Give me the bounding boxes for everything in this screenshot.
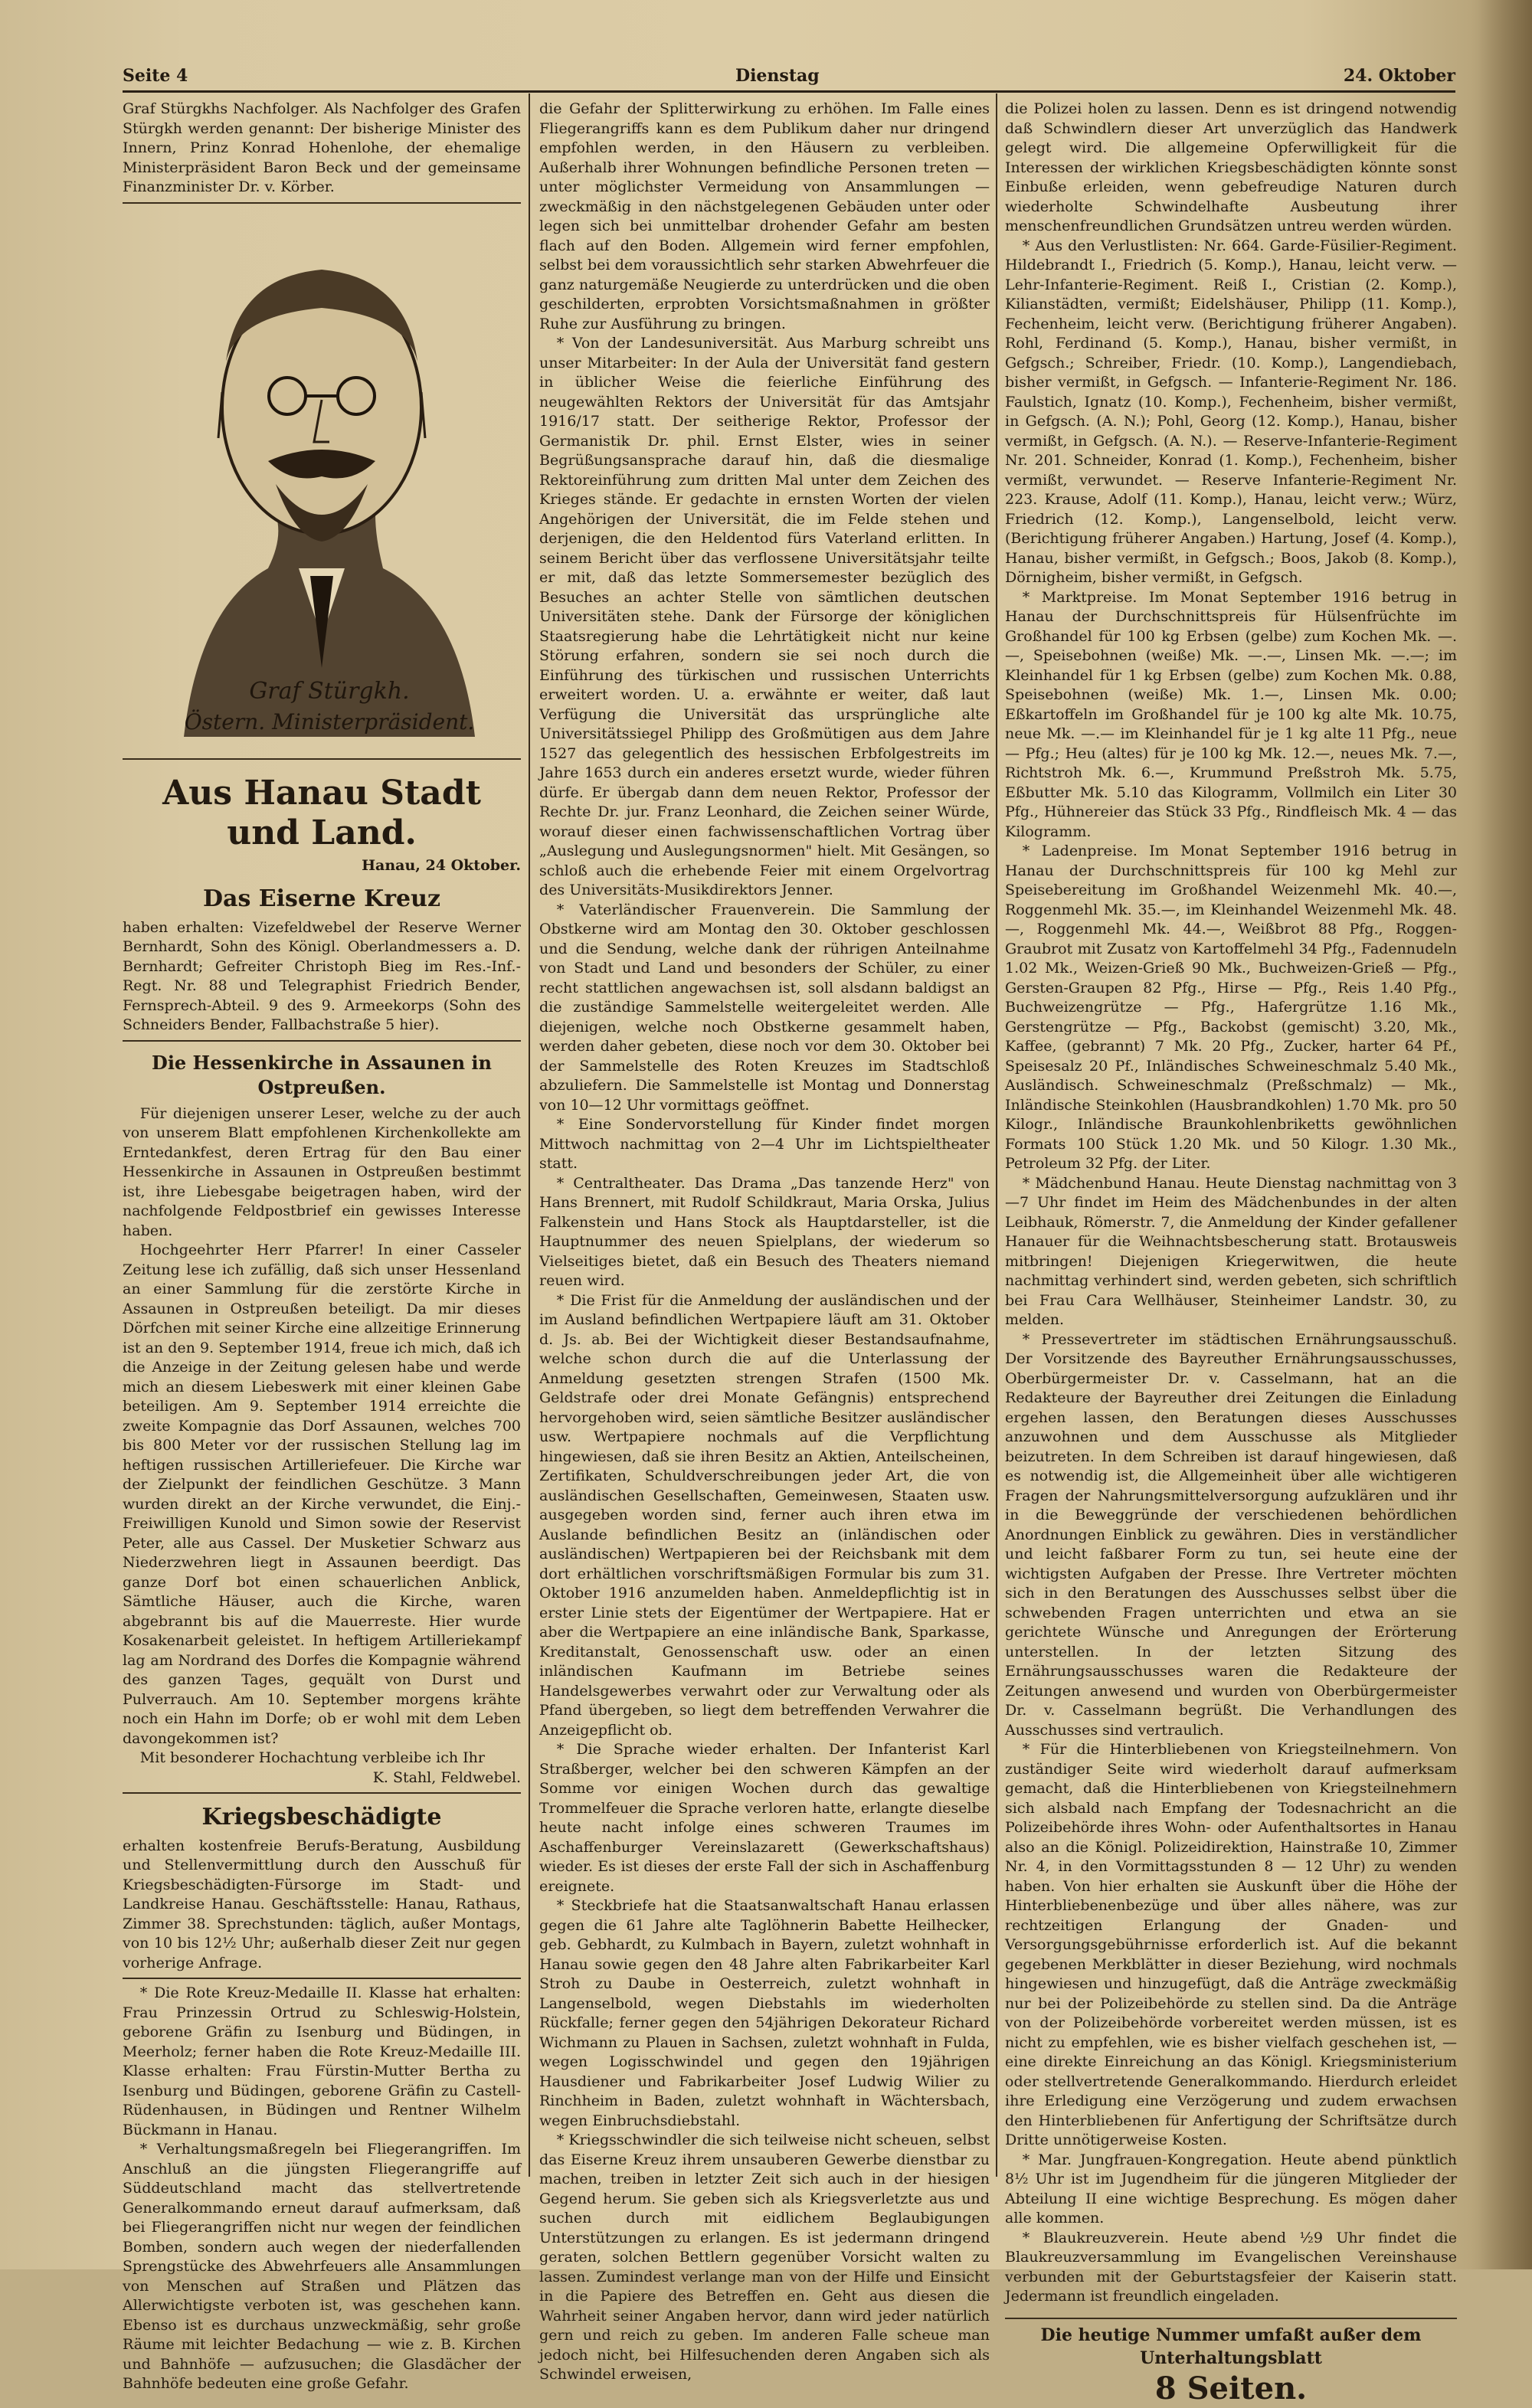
portrait-illustration [153, 208, 490, 754]
article-pressevertreter: * Pressevertreter im städtischen Ernährungsausschuß. Der Vorsitzende des Bayreuther Ernährungsausschusses, Oberbürgermeister Dr. v. Casselmann, hat an die Redakteure der Bayreuther drei Zeitungen die Einladung ergehen lassen, den Beratungen dieses Ausschusses anzuwohnen und dem Ausschusse als Mitglieder beizutreten. In dem Schreiben ist darauf hingewiesen, daß es notwendig ist, die Allgemeinheit über alle wichtigeren Fragen der Nahrungsmittelversorgung aufzuklären und ihr in die Beweggründe der verschiedenen behördlichen Anordnungen Einblick zu gewähren. Dies in verständlicher und leicht faßbarer Form zu tun, sei heute eine der wichtigsten Aufgaben der Presse. Ihre Vertreter möchten sich in den Beratungen des Ausschusses selbst über die schwebenden Fragen unterrichten und etwa an sie gerichtete Wünsche und Anregungen der Erörterung unterstellen. In der letzten Sitzung des Ernährungsausschusses waren die Redakteure der Zeitungen anwesend und wurden von Oberbürgermeister Dr. v. Casselmann begrüßt. Die Verhandlungen des Ausschusses sind vertraulich. [1005, 1330, 1457, 1739]
article-hinterbliebene: * Für die Hinterbliebenen von Kriegsteilnehmern. Von zuständiger Seite wird wiederholt darauf aufmerksam gemacht, daß die Hinterbliebenen von Kriegsteilnehmern sich alsbald nach Empfang der Todesnachricht an die Polizeibehörde ihres Wohn- oder Aufenthaltsortes in Hanau also an die Königl. Polizeidirektion, Hainstraße 10, Zimmer Nr. 4, in den Vormittagsstunden 8 — 12 Uhr) zu wenden haben. Von hier erhalten sie Auskunft über die Höhe der Hinterbliebenenbezüge und über alles nähere, was zur rechtzeitigen Erlangung der Gnaden- und Versorgungsgebührnisse erforderlich ist. Auf die bekannt gegebenen Merkblätter in dieser Beziehung, wird nochmals hingewiesen und hinzugefügt, daß die Anträge zweckmäßig nur bei der Polizeibehörde zu stellen sind. Da die Anträge von der Polizeibehörde vorbereitet werden müssen, ist es nicht zu empfehlen, wie es bisher vielfach geschehen ist, — eine direkte Einreichung an das Königl. Kriegsministerium oder stellvertretende Generalkommando. Hierdurch erleidet ihre Erledigung eine Verzögerung und zudem erwachsen den Hinterbliebenen für Anfertigung der Schriftsätze durch Dritte unnötigerweise Kosten. [1005, 1741, 1457, 2148]
dateline: Hanau, 24 Oktober. [362, 856, 521, 874]
divider [123, 1978, 521, 1979]
article-hessenkirche-closing: Mit besonderer Hochachtung verbleibe ich Ihr [139, 1749, 485, 1766]
divider [123, 1792, 521, 1794]
page-edge-shadow [1478, 0, 1532, 2269]
divider [123, 758, 521, 760]
article-kriegsbeschaedigte: erhalten kostenfreie Berufs-Beratung, Ausbildung und Stellenvermittlung durch den Ausschuß für Kriegsbeschädigten-Fürsorge im Stadt- und Landkreise Hanau. Geschäftsstelle: Hanau, Rathaus, Zimmer 38. Sprechstunden: täglich, außer Montags, von 10 bis 12½ Uhr; außerhalb dieser Zeit nur gegen vorherige Anfrage. [123, 1837, 521, 1971]
portrait-caption-title: Östern. Ministerpräsident. [184, 708, 475, 735]
article-hessenkirche-intro: Für diejenigen unserer Leser, welche zu der auch von unserem Blatt empfohlenen Kirchenkollekte am Erntedankfest, deren Ertrag für den Bau einer Hessenkirche in Assaunen in Ostpreußen bestimmt ist, ihre Liebesgabe beigetragen haben, wird der nachfolgende Feldpostbrief ein gewisses Interesse haben. [123, 1104, 521, 1239]
article-maedchenbund: * Mädchenbund Hanau. Heute Dienstag nachmittag von 3—7 Uhr findet im Heim des Mädchenbundes in der alten Leibhauk, Römerstr. 7, die Anmeldung der Kinder gefallener Hanauer für die Weihnachtsbescherung statt. Brotausweis mitbringen! Diejenigen Kriegerwitwen, die heute nachmittag verhindert sind, werden gebeten, sich schriftlich bei Frau Cara Wellhäuser, Steinheimer Landstr. 30, zu melden. [1005, 1174, 1457, 1328]
heading-eisernes-kreuz: Das Eiserne Kreuz [203, 885, 440, 912]
page-header [123, 66, 1455, 92]
article-rote-kreuz-medaille: * Die Rote Kreuz-Medaille II. Klasse hat erhalten: Frau Prinzessin Ortrud zu Schleswig-Holstein, geborene Gräfin zu Isenburg und Büdingen, in Meerholz; ferner haben die Rote Kreuz-Medaille III. Klasse erhalten: Frau Fürstin-Mutter Bertha zu Isenburg und Büdingen, geborene Gräfin zu Castell-Rüdenhausen, in Büdingen und Rentner Wilhelm Bückmann in Hanau. [123, 1984, 521, 2138]
article-hessenkirche-letter: Hochgeehrter Herr Pfarrer! In einer Casseler Zeitung lese ich zufällig, daß sich unser Hessenland an einer Sammlung für die zerstörte Kirche in Assaunen in Ostpreußen beteiligt. Da mir dieses Dörfchen mit seiner Kirche eine allzeitige Erinnerung ist an den 9. September 1914, freue ich mich, daß ich die Anzeige in der Zeitung gelesen habe und werde mich an diesem Liebeswerk mit einer kleinen Gabe beteiligen. Am 9. September 1914 erreichte die zweite Kompagnie das Dorf Assaunen, welches 700 bis 800 Meter vor der russischen Stellung lag im heftigen russischen Artilleriefeuer. Die Kirche war der Zielpunkt der feindlichen Geschütze. 3 Mann wurden direkt an der Kirche verwundet, die Einj.-Freiwilligen Kunold und Simon sowie der Reservist Peter, alle aus Cassel. Der Musketier Schwarz aus Niederzwehren liegt in Assaunen beerdigt. Das ganze Dorf bot einen schauerlichen Anblick, Sämtliche Häuser, auch die Kirche, waren abgebrannt bis auf die Mauerreste. Hier wurde Kosakenarbeit geleistet. In heftigem Artilleriekampf lag am Nordrand des Dorfes die Kompagnie während des ganzen Tages, gequält von Durst und Pulverrauch. Am 10. September morgens krähte noch ein Hahn im Dorfe; ob er wohl mit dem Leben davongekommen ist? [123, 1242, 521, 1747]
heading-hessenkirche: Die Hessenkirche in Assaunen in Ostpreußen. [152, 1051, 492, 1098]
article-kriegsschwindler-cont: die Polizei holen zu lassen. Denn es ist dringend notwendig daß Schwindlern dieser Art unverzüglich das Handwerk gelegt wird. Die allgemeine Opferwilligkeit für die Interessen der wirklichen Kriegsbeschädigten könnte sonst Einbuße erleiden, wenn gebefreudige Naturen durch wiederholte Schwindelhafte Ausbeutung ihrer menschenfreundlichen Grundsätzen untreu werden würden. [1005, 100, 1457, 234]
issue-notice: Die heutige Nummer umfaßt außer dem Unterhaltungsblatt [1040, 2325, 1422, 2368]
article-stuergkh-successor: Graf Stürgkhs Nachfolger. Als Nachfolger des Grafen Stürgkh werden genannt: Der bisherige Minister des Innern, Prinz Konrad Hohenlohe, der ehemalige Ministerpräsident Baron Beck und der gemeinsame Finanzminister Dr. v. Körber. [123, 100, 521, 195]
page-number: Seite 4 [123, 66, 188, 86]
section-heading-hanau: Aus Hanau Stadt und Land. [162, 773, 481, 852]
column-1 [123, 100, 521, 2392]
article-blaukreuzverein: * Blaukreuzverein. Heute abend ½9 Uhr findet die Blaukreuzversammlung im Evangelischen Vereinshause verbunden mit der Geburtstagsfeier der Kaiserin statt. Jedermann ist freundlich eingeladen. [1005, 2229, 1457, 2305]
article-centraltheater: * Centraltheater. Das Drama „Das tanzende Herz" von Hans Brennert, mit Rudolf Schildkraut, Maria Orska, Julius Falkenstein und Hans Stock als Hauptdarsteller, ist die Hauptnummer des neuen Spielplans, der wiederum so Vielseitiges bietet, daß ein Besuch des Theaters niemand reuen wird. [539, 1174, 990, 1289]
article-sprache: * Die Sprache wieder erhalten. Der Infanterist Karl Straßberger, welcher bei den schweren Kämpfen an der Somme vor einigen Wochen durch das gewaltige Trommelfeuer die Sprache verloren hatte, erlangte dieselbe heute nacht infolge eines schweren Traumes im Aschaffenburger Vereinslazarett (Gewerkschaftshaus) wieder. Es ist dieses der erste Fall der sich in Aschaffenburg ereignete. [539, 1741, 990, 1895]
column-divider [996, 93, 997, 2177]
portrait-caption-name: Graf Stürgkh. [249, 677, 410, 705]
article-kindervorstellung: * Eine Sondervorstellung für Kinder findet morgen Mittwoch nachmittag von 2—4 Uhr im Lichtspieltheater statt. [539, 1116, 990, 1172]
divider [123, 1040, 521, 1042]
header-rule [123, 90, 1455, 93]
article-landesuniversitaet: * Von der Landesuniversität. Aus Marburg schreibt uns unser Mitarbeiter: In der Aula der Universität fand gestern in üblicher Weise die feierliche Einführung des neugewählten Rektors der Universität für das Amtsjahr 1916/17 statt. Der seitherige Rektor, Professor der Germanistik Dr. phil. Ernst Elster, wies in seiner Begrüßungsansprache darauf hin, daß die diesmalige Rektoreinführung zum dritten Mal unter dem Zeichen des Krieges stände. Er gedachte in ernsten Worten der vielen Angehörigen der Universität, die im Felde stehen und derjenigen, die den Heldentod fürs Vaterland erlitten. In seinem Bericht über das verflossene Universitätsjahr teilte er mit, daß das letzte Sommersemester bezüglich des Besuches an achter Stelle von sämtlichen deutschen Universitäten stehe. Dank der Fürsorge der königlichen Staatsregierung habe die Lehrtätigkeit nicht nur keine Störung erfahren, sondern sie sei noch durch die Einführung des türkischen und russischen Unterrichts erweitert worden. U. a. erwähnte er weiter, daß laut Verfügung die Universität das ursprüngliche alte Universitätssiegel Philipp des Großmütigen aus dem Jahre 1527 das gelegentlich des hessischen Erbfolgestreits im Jahre 1653 durch ein anderes ersetzt wurde, wieder führen dürfe. Er übergab dann dem neuen Rektor, Professor der Rechte Dr. jur. Franz Leonhard, die Zeichen seiner Würde, worauf dieser einen fachwissenschaftlichen Vortrag über „Auslegung und Auslegungsnormen" hielt. Mit Gesängen, so schloß auch die erhebende Feier mit einem Orgelvortrag des Universitäts-Musikdirektors Jenner. [539, 335, 990, 898]
issue-page-count: 8 Seiten. [1154, 2370, 1308, 2406]
column-divider [529, 93, 530, 2177]
issue-date: 24. Oktober [1343, 66, 1455, 86]
article-steckbriefe: * Steckbriefe hat die Staatsanwaltschaft Hanau erlassen gegen die 61 Jahre alte Taglöhnerin Babette Heilhecker, geb. Gebhardt, zu Kulmbach in Bayern, zuletzt wohnhaft in Hanau sowie gegen den 48 Jahre alten Fabrikarbeiter Karl Stroh zu Daube in Oesterreich, zuletzt wohnhaft in Langenselbold, wegen Diebstahls im wiederholten Rückfalle; ferner gegen den 54jährigen Dekorateur Richard Wichmann zu Plauen in Sachsen, zuletzt wohnhaft in Fulda, wegen Logisschwindel und gegen den 19jährigen Hausdiener und Fabrikarbeiter Josef Ludwig Wilier zu Rinchheim in Baden, zuletzt wohnhaft in Wächtersbach, wegen Einbruchsdiebstahl. [539, 1897, 990, 2129]
column-3 [1005, 100, 1457, 2406]
article-eisernes-kreuz: haben erhalten: Vizefeldwebel der Reserve Werner Bernhardt, Sohn des Königl. Oberlandmessers a. D. Bernhardt; Gefreiter Christoph Bieg im Res.-Inf.-Regt. Nr. 88 und Telegraphist Friedrich Bender, Fernsprech-Abteil. 9 des 9. Armeekorps (Sohn des Schneiders Bender, Fallbachstraße 5 hier). [123, 918, 521, 1033]
divider [1005, 2318, 1457, 2319]
article-kongregation: * Mar. Jungfrauen-Kongregation. Heute abend pünktlich 8½ Uhr ist im Jugendheim für die jüngeren Mitglieder der Abteilung II eine wichtige Besprechung. Es mögen daher alle kommen. [1005, 2151, 1457, 2226]
article-fliegerangriffe-cont: die Gefahr der Splitterwirkung zu erhöhen. Im Falle eines Fliegerangriffs kann es dem Publikum daher nur dringend empfohlen werden, in den Häusern zu verbleiben. Außerhalb ihrer Wohnungen befindliche Personen treten — unter möglichster Vermeidung von Ansammlungen — zweckmäßig in den nächstgelegenen Gebäuden unter oder legen sich bei unmittelbar drohender Gefahr am besten flach auf den Boden. Allgemein wird ferner empfohlen, selbst bei dem voraussichtlich sehr starken Abwehrfeuer die ganz naturgemäße Neugierde zu unterdrücken und die oben geschilderten, erprobten Vorsichtsmaßnahmen in größter Ruhe zur Ausführung zu bringen. [539, 100, 990, 332]
heading-kriegsbeschaedigte: Kriegsbeschädigte [201, 1803, 442, 1831]
article-verlustlisten: * Aus den Verlustlisten: Nr. 664. Garde-Füsilier-Regiment. Hildebrandt I., Friedrich (5. Komp.), Hanau, leicht verw. — Lehr-Infanterie-Regiment. Reiß I., Cristian (2. Komp.), Kilianstädten, vermißt; Eidelshäuser, Philipp (11. Komp.), Fechenheim, leicht verw. (Berichtigung früherer Angaben). Rohl, Ferdinand (5. Komp.), Hanau, bisher vermißt, in Gefgsch.; Schreiber, Friedr. (10. Komp.), Langendiebach, bisher vermißt, in Gefgsch. — Infanterie-Regiment Nr. 186. Faulstich, Ignatz (10. Komp.), Fechenheim, bisher vermißt, in Gefgsch. (A. N.); Pohl, Georg (12. Komp.), Hanau, bisher vermißt, in Gefgsch. (A. N.). — Reserve-Infanterie-Regiment Nr. 201. Schneider, Konrad (1. Komp.), Fechenheim, bisher vermißt, verwundet. — Reserve Infanterie-Regiment Nr. 223. Krause, Adolf (11. Komp.), Hanau, leicht verw.; Würz, Friedrich (12. Komp.), Langenselbold, leicht verw. (Berichtigung früherer Angaben.) Hartung, Josef (4. Komp.), Hanau, bisher vermißt, in Gefgsch.; Boos, Jakob (8. Komp.), Dörnigheim, bisher vermißt, in Gefgsch. [1005, 237, 1457, 586]
divider [123, 202, 521, 204]
column-2 [539, 100, 990, 2383]
article-fliegerangriffe: * Verhaltungsmaßregeln bei Fliegerangriffen. Im Anschluß an die jüngsten Fliegerangriffe auf Süddeutschland macht das stellvertretende Generalkommando erneut darauf aufmerksam, daß bei Fliegerangriffen nicht nur wegen der feindlichen Bomben, sondern auch wegen der niederfallenden Sprengstücke des Abwehrfeuers alle Ansammlungen von Menschen auf Straßen und Plätzen das Allerwichtigste verboten ist, was geschehen kann. Ebenso ist es durchaus unzweckmäßig, sehr große Räume mit leichter Bedachung — wie z. B. Kirchen und Bahnhöfe — aufzusuchen; die Glasdächer der Bahnhöfe bedeuten eine große Gefahr. [123, 2141, 521, 2392]
article-wertpapiere: * Die Frist für die Anmeldung der ausländischen und der im Ausland befindlichen Wertpapiere läuft am 31. Oktober d. Js. ab. Bei der Wichtigkeit dieser Bestandsaufnahme, welche schon durch die auf die Unterlassung der Anmeldung gesetzten strengen Strafen (1500 Mk. Geldstrafe oder drei Monate Gefängnis) entsprechend hervorgehoben wird, seien sämtliche Besitzer ausländischer usw. Wertpapiere nochmals auf die Verpflichtung hingewiesen, daß sie ihren Besitz an Aktien, Anteilscheinen, Zertifikaten, Schuldverschreibungen jeder Art, die von ausländischen Gesellschaften, Gemeinwesen, Staaten usw. ausgegeben worden sind, ferner auch ihren etwa im Auslande befindlichen Besitz an (inländischen oder ausländischen) Wertpapieren bei der Reichsbank mit dem dort erhältlichen vorschriftsmäßigen Formular bis zum 31. Oktober 1916 anzumelden haben. Anmeldepflichtig ist in erster Linie stets der Eigentümer der Wertpapiere. Hat er aber die Wertpapiere an eine inländische Bank, Sparkasse, Kreditanstalt, Genossenschaft usw. oder an einen inländischen Kaufmann im Betriebe seines Handelsgewerbes verwahrt oder zur Verwaltung oder als Pfand übergeben, so liegt dem betreffenden Verwahrer die Anzeigepflicht ob. [539, 1291, 990, 1739]
letter-signature: K. Stahl, Feldwebel. [372, 1768, 521, 1786]
weekday: Dienstag [735, 66, 820, 86]
article-ladenpreise: * Ladenpreise. Im Monat September 1916 betrug in Hanau der Durchschnittspreis für 100 kg Mehl zur Speisebereitung im Großhandel Weizenmehl Mk. 40.—, Roggenmehl Mk. 35.—, im Kleinhandel Weizenmehl Mk. 48.—, Roggenmehl Mk. 44.—, Weißbrot 88 Pfg., Roggen-Graubrot mit Zusatz von Kartoffelmehl 34 Pfg., Fadennudeln 1.02 Mk., Weizen-Grieß 90 Mk., Buchweizen-Grieß — Pfg., Gersten-Graupen 82 Pfg., Hirse — Pfg., Reis 1.40 Pfg., Buchweizengrütze — Pfg., Hafergrütze 1.16 Mk., Gerstengrütze — Pfg., Backobst (gemischt) 3.20, Mk., Kaffee, (gebrannt) 7 Mk. 20 Pfg., Zucker, harter 64 Pf., Speisesalz 20 Pf., Inländisches Schweineschmalz 5.40 Mk., Ausländisch. Schweineschmalz (Preßschmalz) — Mk., Inländische Steinkohlen (Hausbrandkohlen) 1.70 Mk. pro 50 Kilogr., Inländische Braunkohlenbriketts gewöhnlichen Formats 100 Stück 1.20 Mk. und 50 Kilogr. 1.30 Mk., Petroleum 32 Pfg. der Liter. [1005, 842, 1457, 1172]
article-frauenverein: * Vaterländischer Frauenverein. Die Sammlung der Obstkerne wird am Montag den 30. Oktober geschlossen und die Sendung, welche dank der rührigen Anteilnahme von Stadt und Land und besonders der Schüler, zu einer recht stattlichen angewachsen ist, soll alsdann baldigst an die zuständige Sammelstelle weitergeleitet werden. Alle diejenigen, welche noch Obstkerne gesammelt haben, werden daher gebeten, diese noch vor dem 30. Oktober bei der Sammelstelle des Roten Kreuzes im Stadtschloß abzuliefern. Die Sammelstelle ist Montag und Donnerstag von 10—12 Uhr vormittags geöffnet. [539, 901, 990, 1114]
article-kriegsschwindler: * Kriegsschwindler die sich teilweise nicht scheuen, selbst das Eiserne Kreuz ihrem unsauberen Gewerbe dienstbar zu machen, treiben in letzter Zeit sich auch in der hiesigen Gegend herum. Sie geben sich als Kriegsverletzte aus und suchen durch mit eidlichem Beglaubigungen Unterstützungen zu erlangen. Es ist jedermann dringend geraten, solchen Bettlern gegenüber Vorsicht walten zu lassen. Zumindest verlange man von der Hilfe und Einsicht in die Papiere des Betreffen en. Geht aus diesen die Wahrheit seiner Angaben hervor, dann wird jeder natürlich gern und reich zu geben. Im anderen Falle scheue man jedoch nicht, bei Hilfesuchenden deren Angaben sich als Schwindel erweisen, [539, 2132, 990, 2383]
article-marktpreise: * Marktpreise. Im Monat September 1916 betrug in Hanau der Durchschnittspreis für Hülsenfrüchte im Großhandel für 100 kg Erbsen (gelbe) zum Kochen Mk. —.—, Speisebohnen (weiße) Mk. —.—, Linsen Mk. —.—; im Kleinhandel für 1 kg Erbsen (gelbe) zum Kochen Mk. 0.88, Speisebohnen (weiße) Mk. 1.—, Linsen Mk. 0.00; Eßkartoffeln im Großhandel für je 100 kg alte Mk. 10.75, neue Mk. —.— im Kleinhandel für je 1 kg alte 11 Pfg., neue — Pfg.; Heu (altes) für je 100 kg Mk. 12.—, neues Mk. 7.—, Richtstroh Mk. 6.—, Krummund Preßstroh Mk. 5.75, Eßbutter Mk. 5.10 das Kilogramm, Vollmilch ein Liter 30 Pfg., Hühnereier das Stück 33 Pfg., Rindfleisch Mk. 4 — das Kilogramm. [1005, 588, 1457, 840]
